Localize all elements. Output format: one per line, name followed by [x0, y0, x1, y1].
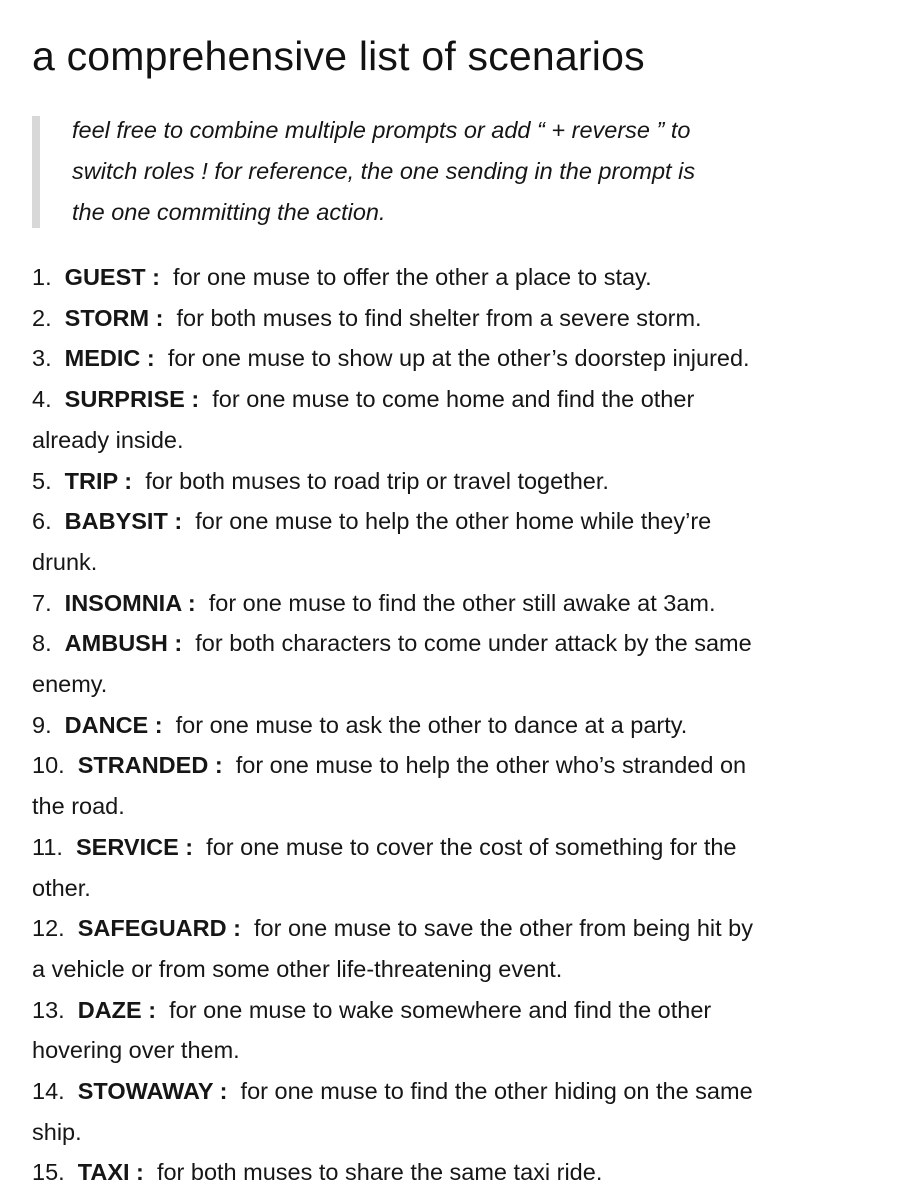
scenario-line: [32, 827, 882, 868]
scenario-number: 12.: [32, 915, 65, 942]
scenario-description: for one muse to show up at the other’s doorstep injured.: [167, 345, 750, 372]
scenario-number: 6.: [32, 508, 52, 535]
blockquote-bar: [32, 116, 40, 228]
scenario-line: [32, 990, 882, 1031]
scenario-item: [32, 990, 882, 1071]
scenario-description: for one muse to come home and find the other: [212, 386, 695, 413]
scenario-item: [32, 1071, 882, 1152]
scenario-keyword: BABYSIT :: [64, 508, 183, 535]
scenario-item: [32, 745, 882, 826]
scenario-item: [32, 501, 882, 582]
scenario-description: the road.: [32, 793, 125, 820]
scenario-item: [32, 908, 882, 989]
instruction-line: feel free to combine multiple prompts or add “ + reverse ” to: [72, 117, 691, 143]
scenario-description: for both muses to find shelter from a severe storm.: [176, 304, 702, 331]
scenario-line: [32, 908, 882, 949]
scenario-item: [32, 461, 882, 502]
scenario-keyword: TAXI :: [77, 1159, 144, 1186]
scenario-item: [32, 298, 882, 339]
scenario-line: [32, 542, 882, 583]
scenario-number: 1.: [32, 264, 52, 290]
scenario-item: [32, 583, 882, 624]
scenario-keyword: SAFEGUARD :: [77, 915, 241, 942]
scenario-number: 4.: [32, 386, 52, 413]
scenario-number: 2.: [32, 304, 52, 331]
scenario-line: [32, 664, 882, 705]
scenario-description: for one muse to ask the other to dance at a party.: [175, 711, 688, 738]
scenario-number: 8.: [32, 630, 52, 657]
scenario-line: [32, 501, 882, 542]
scenario-item: [32, 379, 882, 460]
scenario-description: for one muse to find the other still awake at 3am.: [208, 589, 716, 616]
scenario-description: enemy.: [32, 671, 108, 698]
scenario-description: for both muses to share the same taxi ride.: [156, 1159, 603, 1186]
scenario-keyword: STRANDED :: [77, 752, 223, 779]
scenario-line: [32, 623, 882, 664]
scenario-number: 15.: [32, 1159, 65, 1186]
scenario-description: for one muse to wake somewhere and find the other: [169, 996, 712, 1023]
scenario-line: [32, 1152, 882, 1193]
scenario-number: 11.: [32, 833, 63, 860]
scenario-line: [32, 298, 882, 339]
scenario-line: [32, 705, 882, 746]
scenario-line: [32, 257, 882, 298]
scenario-keyword: DANCE :: [64, 711, 163, 738]
scenario-line: [32, 949, 882, 990]
scenario-keyword: MEDIC :: [64, 345, 155, 372]
scenario-description: a vehicle or from some other life-threatening event.: [32, 955, 563, 982]
scenario-keyword: AMBUSH :: [64, 630, 183, 657]
scenario-description: for both muses to road trip or travel together.: [145, 467, 609, 494]
scenario-keyword: SURPRISE :: [64, 386, 200, 413]
instruction-text: [72, 110, 862, 233]
scenario-line: [32, 745, 882, 786]
scenario-description: for one muse to cover the cost of something for the: [206, 833, 737, 860]
scenario-keyword: STOWAWAY :: [77, 1078, 228, 1105]
scenario-description: hovering over them.: [32, 1037, 240, 1064]
scenario-number: 14.: [32, 1078, 65, 1105]
scenario-number: 3.: [32, 345, 52, 372]
scenario-number: 7.: [32, 589, 52, 616]
instruction-line: the one committing the action.: [72, 199, 386, 225]
scenario-line: [32, 379, 882, 420]
scenario-keyword: DAZE :: [77, 996, 157, 1023]
scenario-item: [32, 338, 882, 379]
scenario-line: [32, 338, 882, 379]
scenario-line: [32, 583, 882, 624]
scenario-line: [32, 786, 882, 827]
scenario-item: [32, 257, 882, 298]
scenario-keyword: SERVICE :: [76, 833, 194, 860]
scenario-keyword: GUEST :: [64, 264, 160, 290]
scenario-description: other.: [32, 874, 91, 901]
scenario-description: for one muse to help the other home while they’re: [195, 508, 712, 535]
scenario-description: for one muse to find the other hiding on the same: [240, 1078, 753, 1105]
scenario-keyword: TRIP :: [64, 467, 133, 494]
scenario-item: [32, 827, 882, 908]
scenario-number: 13.: [32, 996, 65, 1023]
scenario-line: [32, 868, 882, 909]
scenario-line: [32, 1112, 882, 1153]
scenario-description: ship.: [32, 1118, 82, 1145]
scenario-description: for one muse to save the other from being hit by: [254, 915, 753, 942]
scenario-description: drunk.: [32, 548, 98, 575]
scenario-line: [32, 420, 882, 461]
instruction-blockquote: [32, 110, 872, 228]
scenario-item: [32, 1152, 882, 1193]
scenario-line: [32, 1071, 882, 1112]
scenario-line: [32, 461, 882, 502]
instruction-line: switch roles ! for reference, the one sending in the prompt is: [72, 158, 696, 184]
scenario-description: already inside.: [32, 426, 184, 453]
scenario-keyword: INSOMNIA :: [64, 589, 196, 616]
scenario-number: 10.: [32, 752, 65, 779]
scenario-number: 9.: [32, 711, 52, 738]
scenario-description: for both characters to come under attack by the same: [195, 630, 752, 657]
page-title: a comprehensive list of scenarios: [32, 33, 645, 79]
scenario-line: [32, 1030, 882, 1071]
scenario-description: for one muse to offer the other a place to stay.: [173, 264, 652, 290]
scenario-number: 5.: [32, 467, 52, 494]
scenario-item: [32, 623, 882, 704]
scenario-list: [32, 257, 882, 1193]
scenario-description: for one muse to help the other who’s stranded on: [235, 752, 747, 779]
scenario-keyword: STORM :: [64, 304, 164, 331]
scenario-item: [32, 705, 882, 746]
